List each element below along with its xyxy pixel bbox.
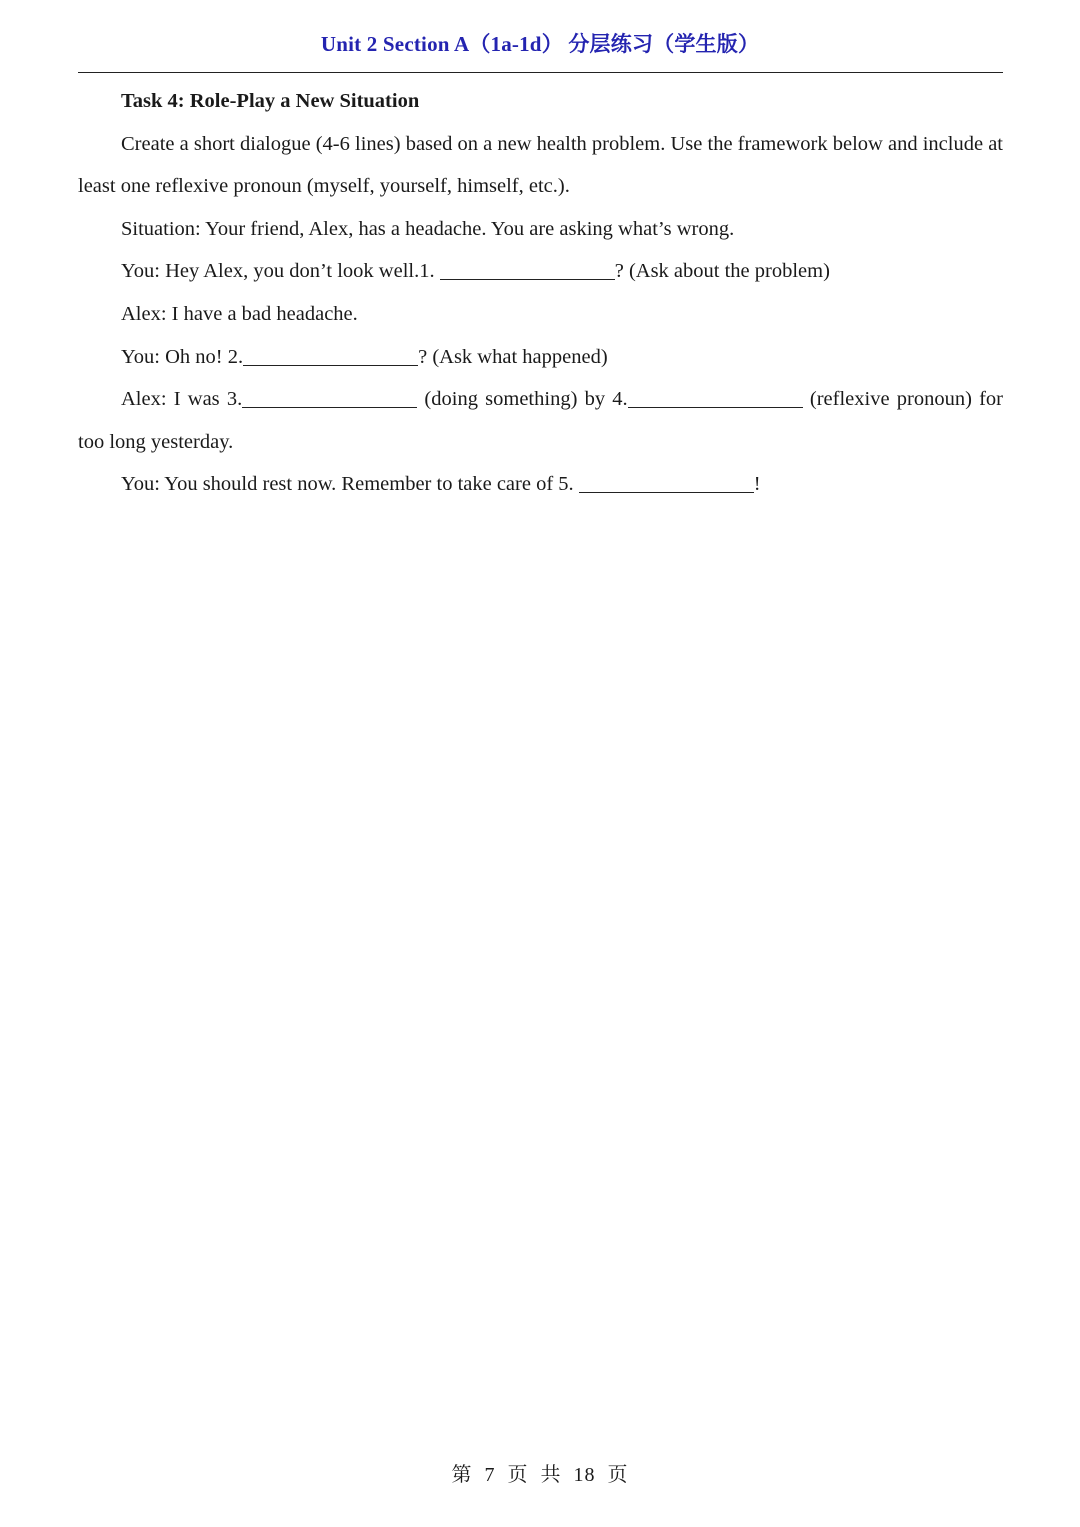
dialogue-line-3-start: You: Oh no! 2. (121, 345, 244, 368)
dialogue-line-3-end: ? (Ask what happened) (418, 345, 608, 368)
dialogue-line-4 (78, 378, 1003, 463)
dialogue-line-2: Alex: I have a bad headache. (121, 302, 358, 325)
dialogue-line-5-start: You: You should rest now. Remember to take care of 5. (121, 473, 579, 496)
blank-2[interactable] (243, 344, 418, 366)
dialogue-line-1-end: ? (Ask about the problem) (614, 260, 830, 283)
dialogue-line-4-end: (reflexive pronoun) for too long yesterday. (78, 388, 1003, 453)
blank-4[interactable] (628, 387, 803, 409)
dialogue-line-1-start: You: Hey Alex, you don’t look well.1. (121, 260, 440, 283)
dialogue-line-5-end: ! (753, 473, 761, 496)
page-number-footer: 第 7 页 共 18 页 (451, 1464, 629, 1486)
dialogue-line-5 (78, 463, 1003, 506)
situation-text: Situation: Your friend, Alex, has a headache. You are asking what’s wrong. (121, 217, 735, 240)
header-divider (78, 72, 1003, 73)
blank-1[interactable] (440, 259, 615, 281)
dialogue-line-4-start: Alex: I was 3. (121, 388, 243, 411)
dialogue-line-4-middle: (doing something) by 4. (417, 388, 628, 411)
task-title: Task 4: Role-Play a New Situation (121, 90, 420, 112)
dialogue-line-1 (78, 250, 1003, 293)
blank-3[interactable] (242, 387, 417, 409)
task-instructions: Create a short dialogue (4-6 lines) based on a new health problem. Use the framework below and include at least one reflexive pronoun (myself, yourself, himself, etc.). (78, 132, 1003, 198)
document-body (78, 80, 1003, 506)
blank-5[interactable] (579, 472, 754, 494)
dialogue-line-3 (78, 336, 1003, 379)
document-header-title: Unit 2 Section A（1a-1d） 分层练习（学生版） (320, 32, 760, 56)
